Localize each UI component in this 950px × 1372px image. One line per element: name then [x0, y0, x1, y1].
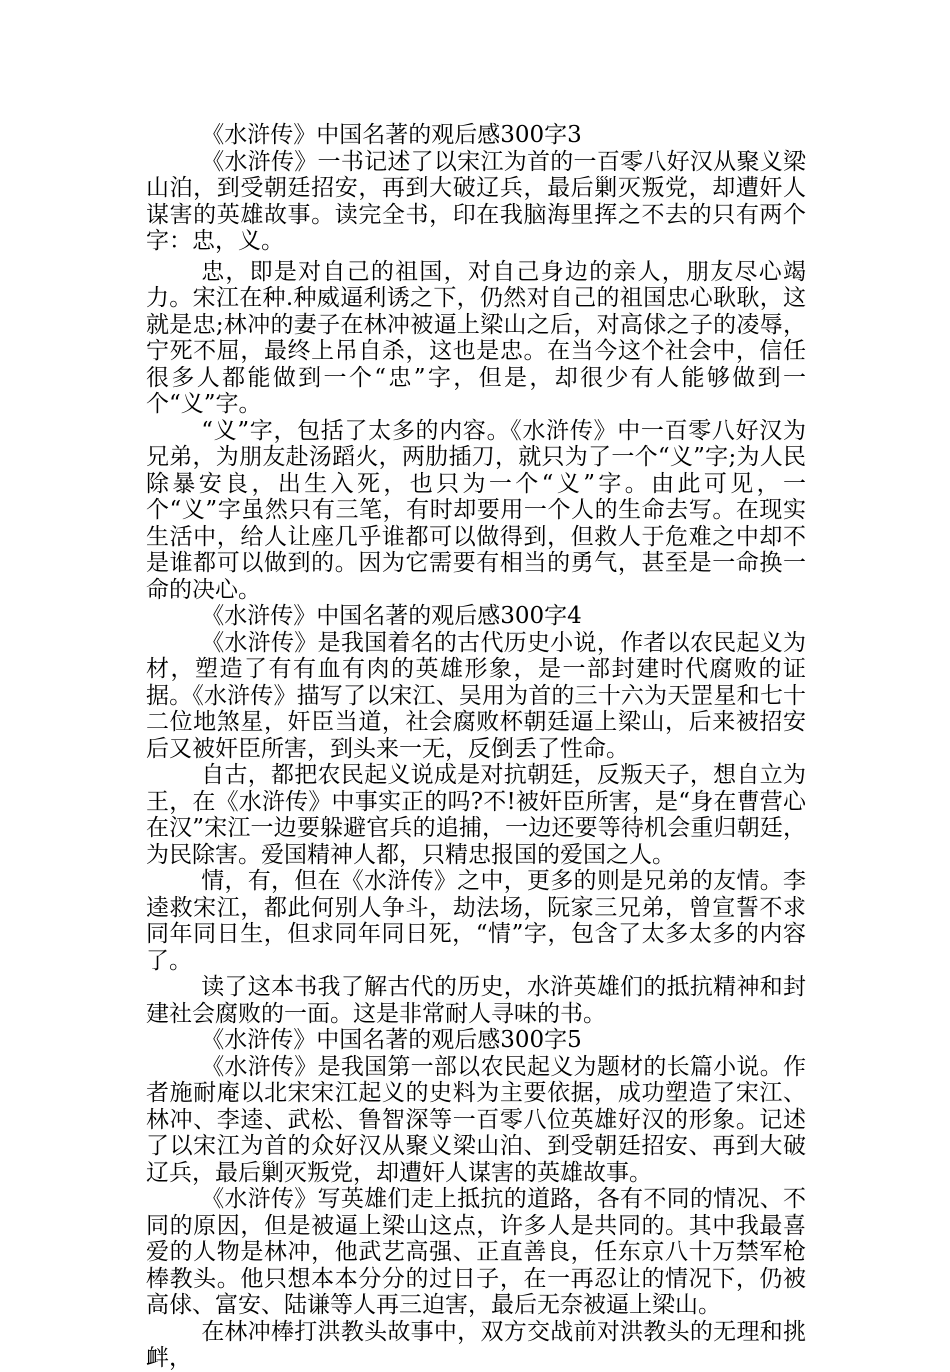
section-heading-4: 《水浒传》中国名著的观后感300字4 [201, 603, 582, 629]
paragraph: 忠，即是对自己的祖国，对自己身边的亲人，朋友尽心竭力。宋江在种.种威逼利诱之下，仍然对自己的祖国忠心耿耿，这就是忠;林冲的妻子在林冲被逼上梁山之后，对高俅之子的凌辱，宁死不屈，最终上吊自杀，这也是忠。在当今这个社会中，信任很多人都能做到一个“忠”字，但是，却很少有人能够做到一个“义”字。 [146, 258, 806, 417]
paragraph: 《水浒传》是我国着名的古代历史小说，作者以农民起义为材，塑造了有有血有肉的英雄形象，是一部封建时代腐败的证据。《水浒传》描写了以宋江、吴用为首的三十六为天罡星和七十二位地煞星，奸臣当道，社会腐败杯朝廷逼上梁山，后来被招安后又被奸臣所害，到头来一无，反倒丢了性命。 [146, 629, 806, 762]
document-body [146, 122, 806, 1372]
paragraph: 《水浒传》一书记述了以宋江为首的一百零八好汉从聚义梁山泊，到受朝廷招安，再到大破辽兵，最后剿灭叛党，却遭奸人谋害的英雄故事。读完全书，印在我脑海里挥之不去的只有两个字：忠，义。 [146, 148, 806, 254]
section-heading-3: 《水浒传》中国名著的观后感300字3 [201, 122, 582, 148]
paragraph: 在林冲棒打洪教头故事中，双方交战前对洪教头的无理和挑衅， [146, 1318, 806, 1371]
section-heading-5: 《水浒传》中国名著的观后感300字5 [201, 1027, 582, 1053]
paragraph: 自古，都把农民起义说成是对抗朝廷，反叛天子，想自立为王，在《水浒传》中事实正的吗?不!被奸臣所害，是“身在曹营心在汉”宋江一边要躲避官兵的追捕，一边还要等待机会重归朝廷，为民除害。爱国精神人都，只精忠报国的爱国之人。 [146, 762, 806, 868]
paragraph: 情，有，但在《水浒传》之中，更多的则是兄弟的友情。李逵救宋江，都此何别人争斗，劫法场，阮家三兄弟，曾宣誓不求同年同日生，但求同年同日死，“情”字，包含了太多太多的内容了。 [146, 868, 806, 974]
paragraph: “义”字，包括了太多的内容。《水浒传》中一百零八好汉为兄弟，为朋友赴汤蹈火，两肋插刀，就只为了一个“义”字;为人民除暴安良，出生入死，也只为一个“义”字。由此可见，一个“义”字虽然只有三笔，有时却要用一个人的生命去写。在现实生活中，给人让座几乎谁都可以做得到，但救人于危难之中却不是谁都可以做到的。因为它需要有相当的勇气，甚至是一命换一命的决心。 [146, 417, 806, 603]
paragraph: 《水浒传》写英雄们走上抵抗的道路，各有不同的情况、不同的原因，但是被逼上梁山这点，许多人是共同的。其中我最喜爱的人物是林冲，他武艺高强、正直善良，任东京八十万禁军枪棒教头。他只想本本分分的过日子，在一再忍让的情况下，仍被高俅、富安、陆谦等人再三迫害，最后无奈被逼上梁山。 [146, 1186, 806, 1318]
paragraph: 《水浒传》是我国第一部以农民起义为题材的长篇小说。作者施耐庵以北宋宋江起义的史料为主要依据，成功塑造了宋江、林冲、李逵、武松、鲁智深等一百零八位英雄好汉的形象。记述了以宋江为首的众好汉从聚义梁山泊、到受朝廷招安、再到大破辽兵，最后剿灭叛党，却遭奸人谋害的英雄故事。 [146, 1053, 806, 1186]
paragraph: 读了这本书我了解古代的历史，水浒英雄们的抵抗精神和封建社会腐败的一面。这是非常耐人寻味的书。 [146, 974, 806, 1027]
